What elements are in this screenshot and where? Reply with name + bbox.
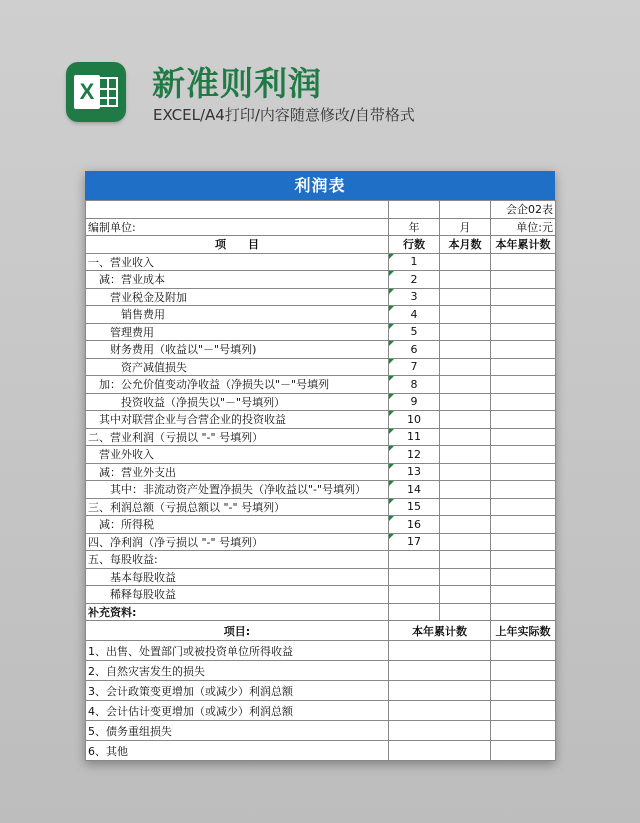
row-month-value[interactable] [440,323,491,341]
row-month-value[interactable] [440,271,491,289]
row-month-value[interactable] [440,411,491,429]
row-year-value[interactable] [491,323,556,341]
form-code-row [86,201,556,219]
row-line-number [389,586,440,604]
row-line-number: 3 [389,288,440,306]
row-year-value[interactable] [491,376,556,394]
table-row [86,551,556,569]
supplement-prior-value[interactable] [491,741,556,761]
row-line-number: 9 [389,393,440,411]
row-item: 投资收益（净损失以"－"号填列） [86,393,389,411]
row-month-value[interactable] [440,498,491,516]
row-year-value[interactable] [491,498,556,516]
row-item: 四、净利润（净亏损以 "-" 号填列） [86,533,389,551]
row-year-value[interactable] [491,481,556,499]
supplement-prior-value[interactable] [491,701,556,721]
row-year-value[interactable] [491,306,556,324]
page-title: 新准则利润 [152,64,322,103]
supp-item-header: 项目: [86,621,389,641]
row-year-value[interactable] [491,568,556,586]
row-month-value[interactable] [440,568,491,586]
row-item: 其中对联营企业与合营企业的投资收益 [86,411,389,429]
supp-prior-header: 上年实际数 [491,621,556,641]
income-statement-table [85,200,556,761]
row-line-number: 14 [389,481,440,499]
row-line-number: 4 [389,306,440,324]
row-line-number [389,551,440,569]
row-line-number: 2 [389,271,440,289]
row-month-value[interactable] [440,393,491,411]
row-month-value[interactable] [440,341,491,359]
table-row [86,446,556,464]
supplement-current-value[interactable] [389,681,491,701]
supplement-current-value[interactable] [389,641,491,661]
row-item: 营业税金及附加 [86,288,389,306]
row-month-value[interactable] [440,446,491,464]
row-month-value[interactable] [440,533,491,551]
row-item: 其中：非流动资产处置净损失（净收益以"-"号填列） [86,481,389,499]
supplement-row [86,721,556,741]
supplement-item: 5、债务重组损失 [86,721,389,741]
supplement-row [86,681,556,701]
row-month-value[interactable] [440,376,491,394]
row-item: 一、营业收入 [86,253,389,271]
row-item: 资产减值损失 [86,358,389,376]
row-year-value[interactable] [491,393,556,411]
row-year-value[interactable] [491,358,556,376]
row-item: 加：公允价值变动净收益（净损失以"－"号填列 [86,376,389,394]
row-month-value[interactable] [440,481,491,499]
row-year-value[interactable] [491,446,556,464]
row-item: 减：所得税 [86,516,389,534]
supplement-row [86,661,556,681]
row-year-value[interactable] [491,428,556,446]
spreadsheet-grid-icon [98,77,118,107]
row-month-value[interactable] [440,428,491,446]
table-row [86,533,556,551]
row-month-value[interactable] [440,516,491,534]
row-year-value[interactable] [491,586,556,604]
row-month-value[interactable] [440,551,491,569]
row-line-number: 7 [389,358,440,376]
table-row [86,358,556,376]
supplement-current-value[interactable] [389,721,491,741]
table-row [86,568,556,586]
row-line-number: 17 [389,533,440,551]
row-item: 五、每股收益: [86,551,389,569]
supplement-row [86,741,556,761]
row-line-number: 11 [389,428,440,446]
supplement-item: 4、会计估计变更增加（或减少）利润总额 [86,701,389,721]
table-row [86,586,556,604]
supplement-item: 6、其他 [86,741,389,761]
excel-logo-icon [66,62,126,122]
row-month-value[interactable] [440,358,491,376]
row-line-number: 5 [389,323,440,341]
col-month-header: 本月数 [440,236,491,254]
table-row [86,463,556,481]
unit-row [86,218,556,236]
row-year-value[interactable] [491,463,556,481]
row-line-number: 15 [389,498,440,516]
page-subtitle: EXCEL/A4打印/内容随意修改/自带格式 [153,106,415,124]
row-year-value[interactable] [491,341,556,359]
excel-logo-letter: X [74,75,100,109]
row-item: 减：营业外支出 [86,463,389,481]
supplement-item: 2、自然灾害发生的损失 [86,661,389,681]
row-month-value[interactable] [440,463,491,481]
row-item: 减：营业成本 [86,271,389,289]
row-year-value[interactable] [491,411,556,429]
row-line-number: 12 [389,446,440,464]
row-item: 稀释每股收益 [86,586,389,604]
supp-current-header: 本年累计数 [389,621,491,641]
table-row [86,516,556,534]
supplement-current-value[interactable] [389,701,491,721]
row-line-number: 1 [389,253,440,271]
row-item: 三、利润总额（亏损总额以 "-" 号填列） [86,498,389,516]
supplement-prior-value[interactable] [491,661,556,681]
supplement-current-value[interactable] [389,661,491,681]
table-row [86,376,556,394]
row-item: 基本每股收益 [86,568,389,586]
row-line-number: 6 [389,341,440,359]
table-row [86,393,556,411]
row-item: 销售费用 [86,306,389,324]
table-row [86,341,556,359]
sheet-title: 利润表 [85,171,555,200]
col-line-header: 行数 [389,236,440,254]
currency-label: 单位:元 [491,218,556,236]
supplement-row [86,701,556,721]
supplement-header-row [86,621,556,641]
col-year-header: 本年累计数 [491,236,556,254]
row-year-value[interactable] [491,288,556,306]
column-header-row [86,236,556,254]
row-month-value[interactable] [440,306,491,324]
row-line-number: 13 [389,463,440,481]
row-month-value[interactable] [440,253,491,271]
row-year-value[interactable] [491,533,556,551]
table-row [86,411,556,429]
supplement-item: 3、会计政策变更增加（或减少）利润总额 [86,681,389,701]
row-item: 二、营业利润（亏损以 "-" 号填列） [86,428,389,446]
row-year-value[interactable] [491,551,556,569]
table-row [86,271,556,289]
row-line-number: 8 [389,376,440,394]
row-line-number: 10 [389,411,440,429]
supplement-label-row [86,603,556,621]
table-row [86,428,556,446]
row-year-value[interactable] [491,271,556,289]
table-row [86,306,556,324]
table-row [86,253,556,271]
table-row [86,481,556,499]
table-row [86,288,556,306]
row-line-number: 16 [389,516,440,534]
row-item: 营业外收入 [86,446,389,464]
row-item: 管理费用 [86,323,389,341]
income-statement-sheet [85,171,555,761]
supplement-prior-value[interactable] [491,721,556,741]
supplement-current-value[interactable] [389,741,491,761]
row-line-number [389,568,440,586]
unit-label: 编制单位: [86,218,389,236]
supplement-item: 1、出售、处置部门或被投资单位所得收益 [86,641,389,661]
supplement-prior-value[interactable] [491,641,556,661]
col-item-header: 项 目 [86,236,389,254]
supplement-prior-value[interactable] [491,681,556,701]
form-code: 会企02表 [491,201,556,219]
month-label: 月 [440,218,491,236]
row-item: 财务费用（收益以"－"号填列) [86,341,389,359]
supplement-label: 补充资料: [86,603,389,621]
row-month-value[interactable] [440,288,491,306]
table-row [86,498,556,516]
row-year-value[interactable] [491,253,556,271]
year-label: 年 [389,218,440,236]
row-year-value[interactable] [491,516,556,534]
table-row [86,323,556,341]
supplement-row [86,641,556,661]
row-month-value[interactable] [440,586,491,604]
